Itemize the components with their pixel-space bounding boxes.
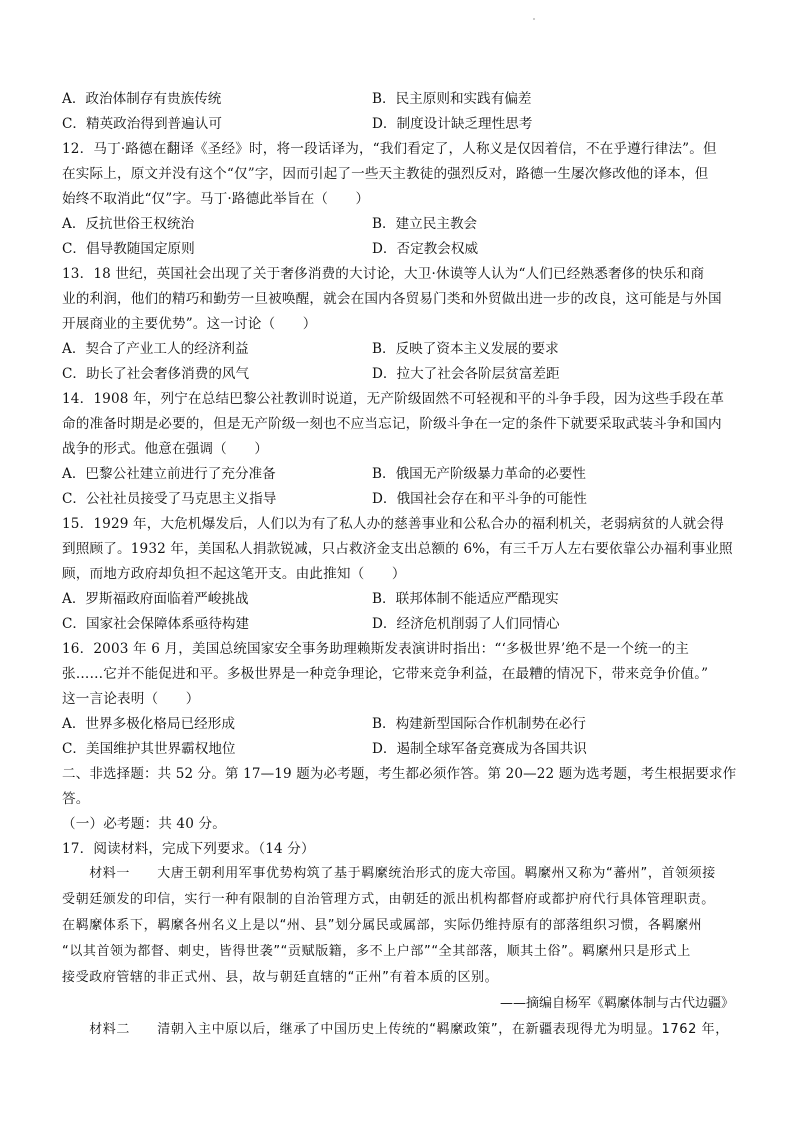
q12-stem-line-1: 12．马丁·路德在翻译《圣经》时，将一段话译为，“我们看定了，人称义是仅因着信，不在乎遵行律法”。但: [62, 141, 717, 157]
q15-option-a: A．罗斯福政府面临着严峻挑战: [62, 591, 249, 607]
q15-stem-line-3: 顾，而地方政府却负担不起这笔开支。由此推知（ ）: [62, 566, 406, 582]
q13-option-c: C．助长了社会奢侈消费的风气: [62, 366, 250, 382]
q13-stem-line-3: 开展商业的主要优势”。这一讨论（ ）: [62, 316, 317, 332]
q12-stem-line-2: 在实际上，原文并没有这个“仅”字，因而引起了一些天主教徒的强烈反对，路德一生屡次修改他的译本，但: [62, 166, 709, 182]
q17-material1-source: ——摘编自杨军《羁縻体制与古代边疆》: [499, 996, 734, 1011]
q16-stem-line-1: 16．2003 年 6 月，美国总统国家安全事务助理赖斯发表演讲时指出：“‘多极世界’绝不是一个统一的主: [62, 641, 690, 657]
q16-stem-line-3: 这一言论表明（ ）: [62, 691, 200, 707]
section2-heading-line-2: 答。: [62, 791, 90, 807]
scan-speck: [533, 18, 535, 20]
q14-stem-line-3: 战争的形式。他意在强调（ ）: [62, 441, 269, 457]
q12-option-a: A．反抗世俗王权统治: [62, 216, 195, 232]
q17-material2-line-1: 材料二 清朝入主中原以后，继承了中国历史上传统的“羁縻政策”，在新疆表现得尤为明显。1762 年，: [62, 1022, 729, 1037]
q13-stem-line-2: 业的利润，他们的精巧和勤劳一旦被唤醒，就会在国内各贸易门类和外贸做出进一步的改良，这可能是与外国: [62, 291, 722, 307]
q14-stem-line-2: 命的准备时期是必要的，但是无产阶级一刻也不应当忘记，阶级斗争在一定的条件下就要采取武装斗争和国内: [62, 416, 722, 432]
q16-option-a: A．世界多极化格局已经形成: [62, 716, 235, 732]
section2-required-heading: （一）必考题：共 40 分。: [62, 816, 226, 832]
q13-option-b: B．反映了资本主义发展的要求: [372, 341, 559, 357]
q15-stem-line-1: 15．1929 年，大危机爆发后，人们以为有了私人办的慈善事业和公私合办的福利机关，老弱病贫的人就会得: [62, 516, 724, 532]
q14-option-a: A．巴黎公社建立前进行了充分准备: [62, 466, 276, 482]
q16-option-d: D．遏制全球军备竞赛成为各国共识: [372, 741, 587, 757]
section2-heading-line-1: 二、非选择题：共 52 分。第 17—19 题为必考题，考生都必须作答。第 20—22 题为选考题，考生根据要求作: [62, 766, 737, 782]
q14-option-c: C．公社社员接受了马克思主义指导: [62, 491, 277, 507]
q17-material1-line-3: 在羁縻体系下，羁縻各州名义上是以“州、县”划分属民或属部，实际仍维持原有的部落组织习惯，各羁縻州: [62, 918, 703, 933]
q12-option-d: D．否定教会权威: [372, 241, 479, 257]
q16-option-b: B．构建新型国际合作机制势在必行: [372, 716, 586, 732]
q17-material1-line-1: 材料一 大唐王朝利用军事优势构筑了基于羁縻统治形式的庞大帝国。羁縻州又称为“蕃州”，首领须接: [62, 866, 716, 881]
q11-option-b: B．民主原则和实践有偏差: [372, 91, 532, 107]
q15-option-b: B．联邦体制不能适应严酷现实: [372, 591, 559, 607]
q11-option-d: D．制度设计缺乏理性思考: [372, 116, 533, 132]
q16-stem-line-2: 张……它并不能促进和平。多极世界是一种竞争理论，它带来竞争利益，在最糟的情况下，带来竞争价值。”: [62, 666, 709, 682]
q14-option-d: D．俄国社会存在和平斗争的可能性: [372, 491, 587, 507]
q15-option-c: C．国家社会保障体系亟待构建: [62, 616, 250, 632]
q12-option-b: B．建立民主教会: [372, 216, 478, 232]
q17-material1-line-2: 受朝廷颁发的印信，实行一种有限制的自治管理方式，由朝廷的派出机构都督府或都护府代行具体管理职责。: [62, 892, 715, 907]
q17-material1-line-5: 接受政府管辖的非正式州、县，故与朝廷直辖的“正州”有着本质的区别。: [62, 970, 499, 985]
q12-stem-line-3: 始终不取消此“仅”字。马丁·路德此举旨在（ ）: [62, 191, 370, 207]
q17-prompt: 17．阅读材料，完成下列要求。（14 分）: [62, 841, 315, 857]
q12-option-c: C．倡导教随国定原则: [62, 241, 195, 257]
q13-option-d: D．拉大了社会各阶层贫富差距: [372, 366, 560, 382]
q15-option-d: D．经济危机削弱了人们同情心: [372, 616, 560, 632]
q16-option-c: C．美国维护其世界霸权地位: [62, 741, 236, 757]
q13-option-a: A．契合了产业工人的经济利益: [62, 341, 249, 357]
q15-stem-line-2: 到照顾了。1932 年，美国私人捐款锐减，只占救济金支出总额的 6%，有三千万人左右要依靠公办福利事业照: [62, 541, 733, 557]
q11-option-c: C．精英政治得到普遍认可: [62, 116, 222, 132]
q17-material1-line-4: “以其首领为都督、刺史，皆得世袭”“贡赋版籍，多不上户部”“全其部落，顺其土俗”。羁縻州只是形式上: [62, 944, 691, 959]
q14-option-b: B．俄国无产阶级暴力革命的必要性: [372, 466, 586, 482]
q14-stem-line-1: 14．1908 年，列宁在总结巴黎公社教训时说道，无产阶级固然不可轻视和平的斗争手段，因为这些手段在革: [62, 391, 724, 407]
q11-option-a: A．政治体制存有贵族传统: [62, 91, 222, 107]
q13-stem-line-1: 13．18 世纪，英国社会出现了关于奢侈消费的大讨论，大卫·休谟等人认为“人们已经熟悉奢侈的快乐和商: [62, 266, 705, 282]
